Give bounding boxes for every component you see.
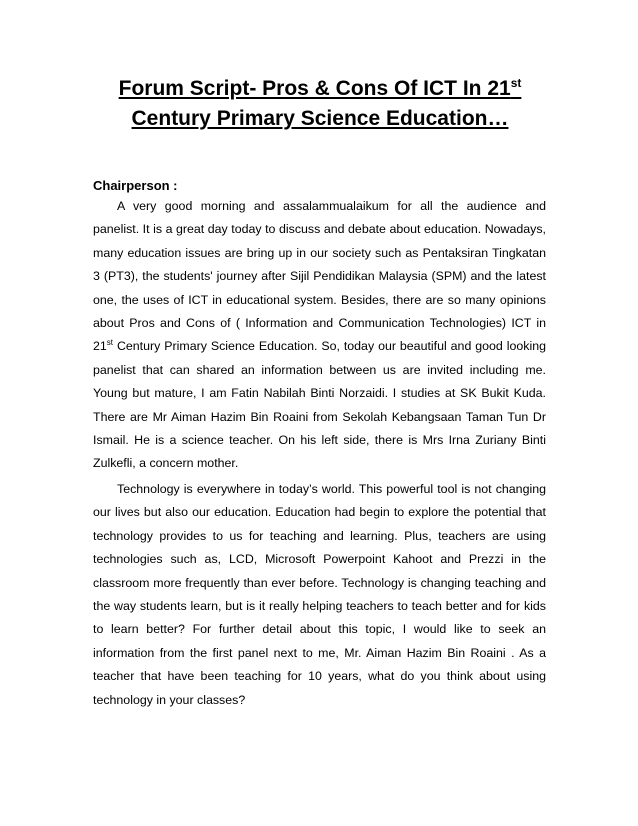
paragraph-1-superscript: st <box>106 338 114 348</box>
paragraph-2: Technology is everywhere in today’s world. This powerful tool is not changing our lives but also our education. Education had begin to explore the potential that technology provides to us for teaching and learning. Plus, teachers are using technologies such as, LCD, Microsoft Powerpoint Kahoot and Prezzi in the classroom more frequently than ever before. Technology is changing teaching and the way students learn, but is it really helping teachers to teach better and for kids to learn better? For further detail about this topic, I would like to seek an information from the first panel next to me, Mr. Aiman Hazim Bin Roaini . As a teacher that have been teaching for 10 years, what do you think about using technology in your classes? <box>93 482 546 707</box>
title-line-1: Forum Script- Pros & Cons Of ICT In 21 <box>118 77 511 100</box>
paragraph-1-text-a: A very good morning and assalammualaikum for all the audience and panelist. It is a great day today to discuss and debate about education. Nowadays, many education issues are bring up in our society such as Pentaksiran Tingkatan 3 (PT3), the students' journey after Sijil Pendidikan Malaysia (SPM) and the latest one, the uses of ICT in educational system. Besides, there are so many opinions about Pros and Cons of ( Information and Communication Technologies) ICT in 21 <box>93 199 546 354</box>
paragraph-1 <box>93 195 546 476</box>
title-line-2: Century Primary Science Education… <box>131 107 509 130</box>
title-superscript: st <box>510 76 522 90</box>
paragraph-1-text-b: Century Primary Science Education. So, today our beautiful and good looking panelist that can shared an information between us are invited including me. Young but mature, I am Fatin Nabilah Binti Norzaidi. I studies at SK Bukit Kuda. There are Mr Aiman Hazim Bin Roaini from Sekolah Kebangsaan Taman Tun Dr Ismail. He is a science teacher. On his left side, there is Mrs Irna Zuriany Binti Zulkefli, a concern mother. <box>93 339 546 471</box>
document-title <box>93 74 547 134</box>
speaker-label: Chairperson : <box>93 178 178 193</box>
